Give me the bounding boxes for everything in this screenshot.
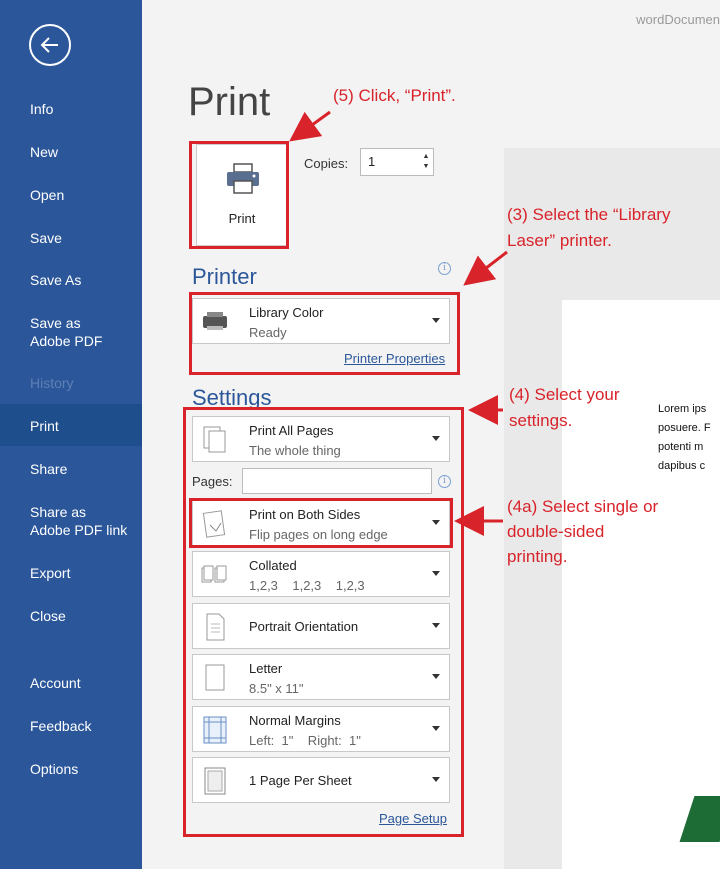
annotation-step3-line2: Laser” printer. bbox=[507, 231, 612, 250]
sidebar-item-share-as-adobe-pdf-link[interactable]: Share as Adobe PDF link bbox=[30, 504, 128, 538]
print-range-secondary: The whole thing bbox=[249, 443, 341, 458]
page-title: Print bbox=[188, 80, 271, 124]
sidebar-item-print[interactable]: Print bbox=[0, 404, 142, 446]
paper-size-secondary: 8.5" x 11" bbox=[249, 681, 304, 696]
sidebar-item-close[interactable]: Close bbox=[30, 608, 66, 624]
annotation-step3-line1: (3) Select the “Library bbox=[507, 205, 671, 224]
duplex-secondary: Flip pages on long edge bbox=[249, 527, 388, 542]
sidebar-item-save-as-adobe-pdf[interactable]: Save as Adobe PDF bbox=[30, 315, 103, 349]
sidebar-item-open[interactable]: Open bbox=[30, 187, 65, 203]
orientation-primary: Portrait Orientation bbox=[249, 619, 359, 634]
sidebar-item-save-as[interactable]: Save As bbox=[30, 272, 82, 288]
arrow-step5 bbox=[294, 112, 330, 138]
sidebar-item-history: History bbox=[30, 375, 74, 391]
printer-section-title: Printer bbox=[192, 264, 257, 289]
sidebar-item-export[interactable]: Export bbox=[30, 565, 71, 581]
printer-status: Ready bbox=[249, 325, 287, 340]
sidebar-item-save[interactable]: Save bbox=[30, 230, 62, 246]
annotation-step4-line1: (4) Select your bbox=[509, 385, 620, 404]
collation-secondary: 1,2,3 1,2,3 1,2,3 bbox=[249, 578, 365, 593]
duplex-primary: Print on Both Sides bbox=[249, 507, 361, 522]
preview-line: potenti m bbox=[658, 441, 704, 453]
print-range-primary: Print All Pages bbox=[249, 423, 334, 438]
paper-size-primary: Letter bbox=[249, 661, 283, 676]
copies-spinner[interactable]: ▲ ▼ bbox=[422, 153, 430, 170]
document-title: wordDocumen bbox=[636, 12, 720, 27]
preview-line: dapibus c bbox=[658, 460, 706, 472]
annotation-step4a-line1: (4a) Select single or bbox=[507, 497, 659, 516]
sidebar-item-share[interactable]: Share bbox=[30, 461, 68, 477]
sidebar-item-new[interactable]: New bbox=[30, 144, 59, 160]
margins-secondary: Left: 1" Right: 1" bbox=[249, 733, 361, 748]
arrow-step3 bbox=[468, 252, 507, 282]
info-icon[interactable]: i bbox=[438, 262, 451, 275]
settings-section-title: Settings bbox=[192, 385, 272, 410]
printer-properties-link[interactable]: Printer Properties bbox=[344, 351, 446, 366]
copies-label: Copies: bbox=[304, 156, 349, 171]
collation-primary: Collated bbox=[249, 558, 297, 573]
sidebar-item-feedback[interactable]: Feedback bbox=[30, 718, 92, 734]
sidebar-item-account[interactable]: Account bbox=[30, 675, 81, 691]
preview-line: posuere. F bbox=[658, 422, 711, 434]
annotation-step5: (5) Click, “Print”. bbox=[333, 86, 456, 105]
sidebar-item-options[interactable]: Options bbox=[30, 761, 79, 777]
pages-per-sheet-primary: 1 Page Per Sheet bbox=[249, 773, 352, 788]
margins-primary: Normal Margins bbox=[249, 713, 341, 728]
annotation-step4a-line2: double-sided bbox=[507, 522, 605, 541]
annotation-step4-line2: settings. bbox=[509, 411, 573, 430]
copies-value: 1 bbox=[368, 154, 376, 169]
preview-line: Lorem ips bbox=[658, 403, 707, 415]
info-icon[interactable]: i bbox=[438, 475, 451, 488]
annotation-step4a-line3: printing. bbox=[507, 547, 568, 566]
pages-label: Pages: bbox=[192, 474, 233, 489]
printer-name: Library Color bbox=[249, 305, 324, 320]
sidebar-item-info[interactable]: Info bbox=[30, 101, 54, 117]
print-button-label: Print bbox=[228, 211, 256, 226]
page-setup-link[interactable]: Page Setup bbox=[379, 811, 447, 826]
